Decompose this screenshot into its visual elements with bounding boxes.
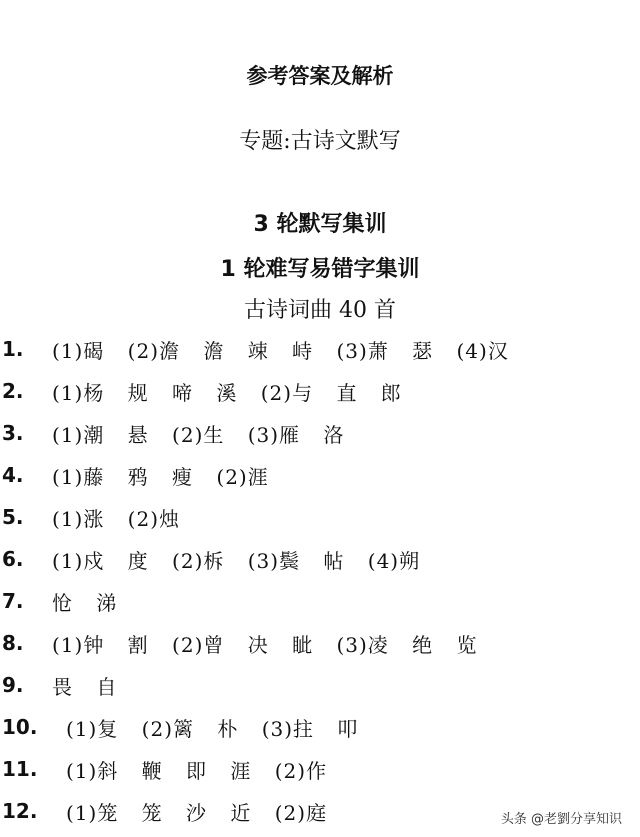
- answer-text: 畏 自: [52, 674, 118, 699]
- answer-row-2: [0, 370, 640, 412]
- answer-text: (1)藤 鸦 瘦 (2)涯: [52, 464, 269, 489]
- answer-row-11: [0, 748, 640, 790]
- answer-row-7: [0, 580, 640, 622]
- answer-list: [0, 328, 640, 832]
- answer-number: 1.: [2, 337, 24, 361]
- topic-heading: 专题:古诗文默写: [239, 129, 401, 154]
- answer-text: (1)斜 鞭 即 涯 (2)作: [66, 758, 328, 783]
- answer-number: 8.: [2, 631, 24, 655]
- answer-text: (1)笼 笼 沙 近 (2)庭: [66, 800, 328, 825]
- answer-row-3: [0, 412, 640, 454]
- answer-number: 5.: [2, 505, 24, 529]
- answer-text: (1)杨 规 啼 溪 (2)与 直 郎: [52, 380, 402, 405]
- answer-number: 9.: [2, 673, 24, 697]
- answer-row-1: [0, 328, 640, 370]
- answer-text: (1)钟 割 (2)曾 决 眦 (3)凌 绝 览: [52, 632, 478, 657]
- answer-number: 11.: [2, 757, 38, 781]
- answer-row-9: [0, 664, 640, 706]
- watermark: 头条 @老劉分享知识: [497, 806, 626, 829]
- round-heading: 1 轮难写易错字集训: [220, 257, 420, 282]
- sub-heading: 古诗词曲 40 首: [244, 298, 396, 323]
- answer-row-6: [0, 538, 640, 580]
- section-heading: 3 轮默写集训: [253, 212, 387, 237]
- answer-text: (1)碣 (2)澹 澹 竦 峙 (3)萧 瑟 (4)汉: [52, 338, 509, 363]
- answer-row-10: [0, 706, 640, 748]
- answer-row-4: [0, 454, 640, 496]
- page-title: 参考答案及解析: [246, 64, 394, 88]
- answer-text: (1)涨 (2)烛: [52, 506, 181, 531]
- answer-text: (1)戍 度 (2)柝 (3)鬓 帖 (4)朔: [52, 548, 421, 573]
- answer-number: 12.: [2, 799, 38, 823]
- answer-text: (1)复 (2)篱 朴 (3)拄 叩: [66, 716, 359, 741]
- answer-number: 4.: [2, 463, 24, 487]
- answer-number: 6.: [2, 547, 24, 571]
- answer-row-8: [0, 622, 640, 664]
- answer-row-5: [0, 496, 640, 538]
- answer-number: 7.: [2, 589, 24, 613]
- answer-text: 怆 涕: [52, 590, 118, 615]
- answer-text: (1)潮 悬 (2)生 (3)雁 洛: [52, 422, 345, 447]
- answer-number: 2.: [2, 379, 24, 403]
- answer-number: 3.: [2, 421, 24, 445]
- answer-number: 10.: [2, 715, 38, 739]
